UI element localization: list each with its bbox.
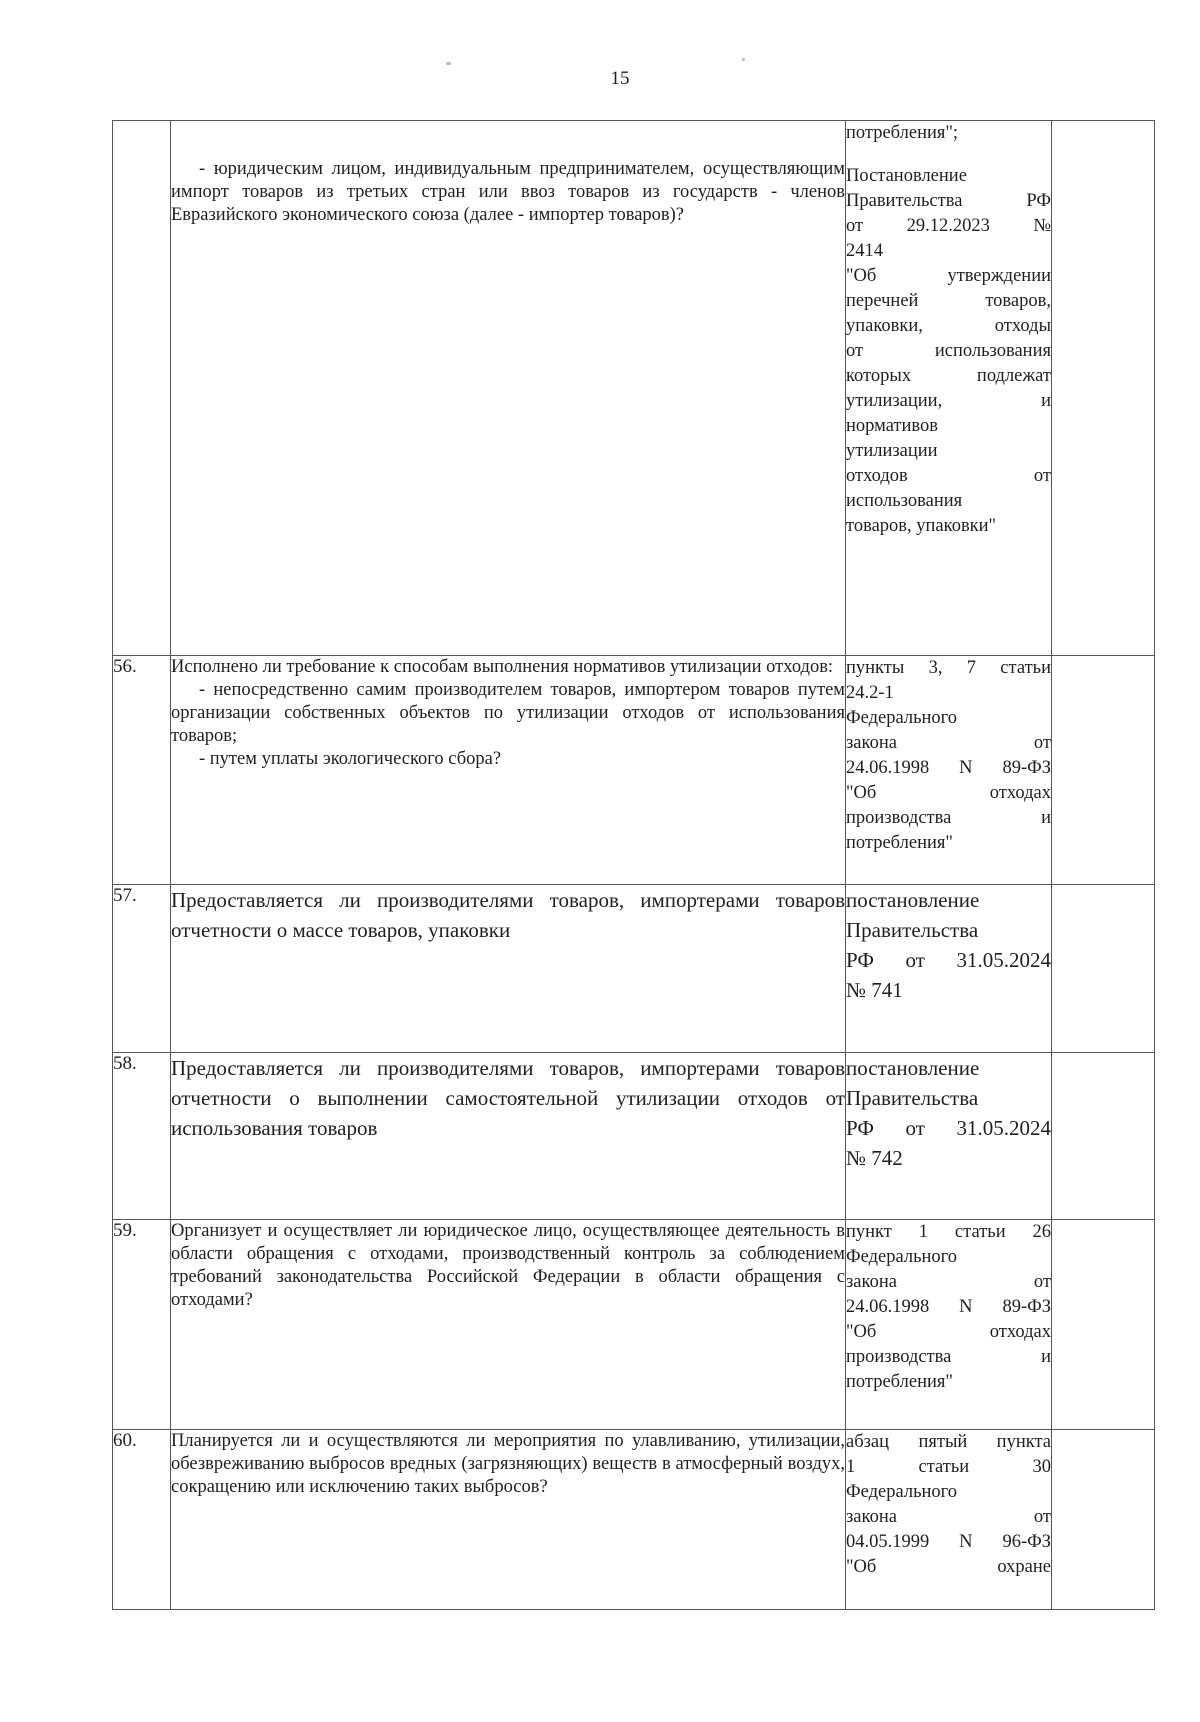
notes-cell: [1052, 885, 1155, 1053]
reference-line: Правительства: [846, 1086, 979, 1110]
question-text: Планируется ли и осуществляются ли мероприятия по улавливанию, утилизации, обезвреживанию выбросов вредных (загрязняющих) веществ в атмосферный воздух, сокращению или исключению таких выбросов?: [171, 1431, 845, 1497]
reference-line: "Об отходах: [846, 1322, 1051, 1342]
notes-cell: [1052, 121, 1155, 656]
reference-line: Федерального: [846, 1482, 958, 1502]
reference-line: которых подлежат: [846, 366, 1051, 386]
table-row: [113, 1430, 1155, 1610]
table-row: [113, 1220, 1155, 1430]
table-row: [113, 1053, 1155, 1220]
legal-reference-cell: [846, 656, 1052, 885]
reference-line: "Об утверждении: [846, 266, 1051, 286]
reference-line: перечней товаров,: [846, 291, 1051, 311]
question-text: Предоставляется ли производителями товаров, импортерами товаров отчетности о выполнении самостоятельной утилизации отходов от использования товаров: [171, 1056, 845, 1140]
reference-line: "Об охране: [846, 1557, 1051, 1577]
reference-line: 1 статьи 30: [846, 1457, 1051, 1477]
reference-line: упаковки, отходы: [846, 316, 1051, 336]
table-row: [113, 121, 1155, 656]
row-number: 57.: [113, 885, 171, 1053]
reference-line: производства и: [846, 808, 1051, 828]
reference-line: отходов от: [846, 466, 1051, 486]
row-number: 59.: [113, 1220, 171, 1430]
reference-line: Федерального: [846, 708, 958, 728]
reference-line: закона от: [846, 733, 1051, 753]
question-cell: [171, 885, 846, 1053]
reference-line: абзац пятый пункта: [846, 1432, 1051, 1452]
notes-cell: [1052, 1053, 1155, 1220]
notes-cell: [1052, 1220, 1155, 1430]
scan-speck: [446, 62, 451, 65]
row-number: 56.: [113, 656, 171, 885]
question-cell: [171, 1430, 846, 1610]
reference-line: нормативов: [846, 416, 939, 436]
table-row: [113, 656, 1155, 885]
notes-cell: [1052, 656, 1155, 885]
reference-line: от использования: [846, 341, 1051, 361]
row-number: 58.: [113, 1053, 171, 1220]
row-number: 60.: [113, 1430, 171, 1610]
reference-line: 24.06.1998 N 89-ФЗ: [846, 1297, 1051, 1317]
reference-line: потребления": [846, 1372, 953, 1392]
reference-line: постановление: [846, 888, 980, 912]
reference-line: "Об отходах: [846, 783, 1051, 803]
question-option: - путем уплаты экологического сбора?: [199, 749, 502, 769]
legal-reference-cell: [846, 1220, 1052, 1430]
question-cell: [171, 1220, 846, 1430]
legal-reference-cell: [846, 1430, 1052, 1610]
requirements-table: [112, 120, 1155, 1610]
reference-line: № 741: [846, 978, 903, 1002]
reference-line: РФ от 31.05.2024: [846, 948, 1051, 972]
question-text: Организует и осуществляет ли юридическое лицо, осуществляющее деятельность в области обращения с отходами, производственный контроль за соблюдением требований законодательства Российской Федерации в области обращения с отходами?: [171, 1221, 845, 1310]
legal-reference-cell: [846, 1053, 1052, 1220]
question-option: - непосредственно самим производителем товаров, импортером товаров путем организации собственных объектов по утилизации отходов от использования товаров;: [171, 680, 845, 746]
reference-continuation: потребления";: [846, 123, 959, 143]
reference-line: Федерального: [846, 1247, 958, 1267]
table-row: [113, 885, 1155, 1053]
reference-line: № 742: [846, 1146, 903, 1170]
question-text: Предоставляется ли производителями товаров, импортерами товаров отчетности о массе товаров, упаковки: [171, 888, 845, 942]
legal-reference-cell: [846, 885, 1052, 1053]
row-number: [113, 121, 171, 656]
question-text: - юридическим лицом, индивидуальным предпринимателем, осуществляющим импорт товаров из третьих стран или ввоз товаров из государств - членов Евразийского экономического союза (далее - импортер товаров)?: [171, 159, 845, 225]
reference-line: от 29.12.2023 №: [846, 216, 1051, 236]
reference-line: 04.05.1999 N 96-ФЗ: [846, 1532, 1051, 1552]
reference-line: Правительства: [846, 918, 979, 942]
question-cell: [171, 1053, 846, 1220]
reference-line: утилизации: [846, 441, 938, 461]
scan-speck: [742, 58, 745, 61]
question-cell: [171, 656, 846, 885]
legal-reference-cell: [846, 121, 1052, 656]
reference-line: Правительства РФ: [846, 191, 1051, 211]
reference-line: 24.06.1998 N 89-ФЗ: [846, 758, 1051, 778]
reference-line: потребления": [846, 833, 953, 853]
reference-line: РФ от 31.05.2024: [846, 1116, 1051, 1140]
reference-line: 2414: [846, 241, 883, 261]
reference-line: пункты 3, 7 статьи: [846, 658, 1051, 678]
question-text: Исполнено ли требование к способам выполнения нормативов утилизации отходов:: [171, 657, 834, 677]
reference-line: товаров, упаковки": [846, 516, 997, 536]
reference-line: Постановление: [846, 166, 967, 186]
reference-line: утилизации, и: [846, 391, 1051, 411]
question-cell: [171, 121, 846, 656]
reference-line: производства и: [846, 1347, 1051, 1367]
reference-line: использования: [846, 491, 963, 511]
page-number: 15: [610, 68, 630, 89]
reference-line: закона от: [846, 1272, 1051, 1292]
notes-cell: [1052, 1430, 1155, 1610]
reference-line: 24.2-1: [846, 683, 894, 703]
reference-line: постановление: [846, 1056, 980, 1080]
reference-line: пункт 1 статьи 26: [846, 1222, 1051, 1242]
reference-line: закона от: [846, 1507, 1051, 1527]
